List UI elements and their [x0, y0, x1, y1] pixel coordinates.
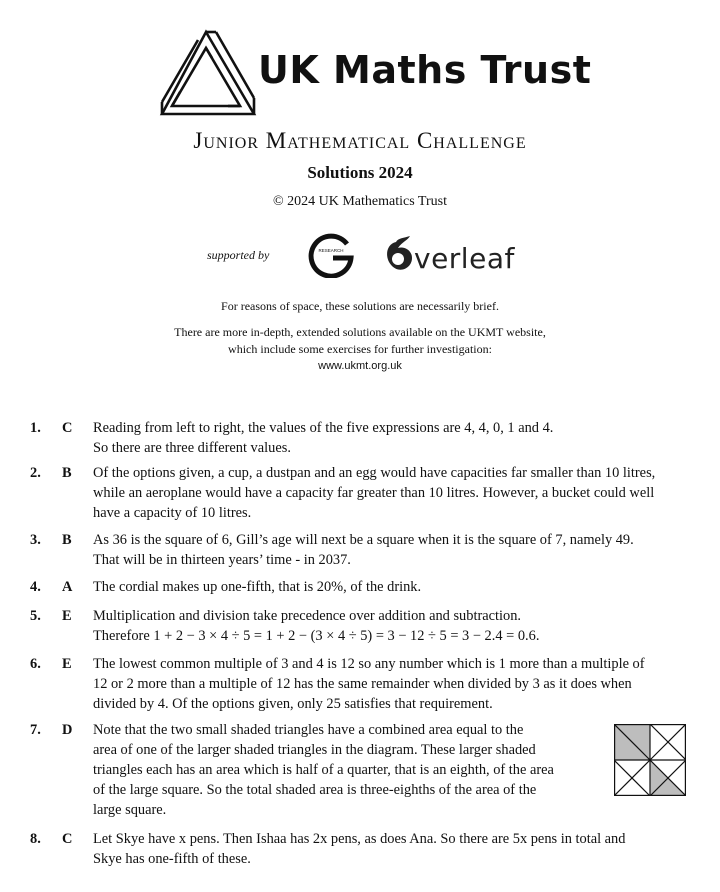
question-number: 6.	[30, 656, 41, 672]
question-number: 5.	[30, 608, 41, 624]
solution-line: Reading from left to right, the values of the five expressions are 4, 4, 0, 1 and 4.	[93, 420, 554, 436]
solution-text	[93, 463, 689, 523]
question-number: 2.	[30, 465, 41, 481]
solution-line: 12 or 2 more than a multiple of 12 has the same remainder when divided by 3 as it does when	[93, 676, 632, 692]
solution-line: divided by 4. Of the options given, only 25 satisfies that requirement.	[93, 696, 493, 712]
overleaf-logo-icon	[380, 232, 520, 278]
solution-text	[93, 577, 689, 597]
solution-line: large square.	[93, 802, 167, 818]
answer-letter: E	[62, 656, 72, 672]
question-number: 7.	[30, 722, 41, 738]
document-subtitle: Solutions 2024	[307, 163, 413, 182]
solution-line: As 36 is the square of 6, Gill’s age will next be a square when it is the square of 7, namely 49.	[93, 532, 634, 548]
question-number: 4.	[30, 579, 41, 595]
solution-line: The cordial makes up one-fifth, that is 20%, of the drink.	[93, 579, 422, 595]
shaded-square-diagram	[614, 724, 686, 796]
document-title: Junior Mathematical Challenge	[193, 128, 527, 153]
svg-text:verleaf: verleaf	[414, 242, 515, 275]
solution-line: Skye has one-fifth of these.	[93, 851, 251, 867]
supported-by-label: supported by	[207, 248, 270, 262]
solution-line: Let Skye have x pens. Then Ishaa has 2x pens, as does Ana. So there are 5x pens in total and	[93, 831, 626, 847]
solution-line: Of the options given, a cup, a dustpan and an egg would have capacities far smaller than 10 litres,	[93, 465, 656, 481]
copyright-line: © 2024 UK Mathematics Trust	[273, 194, 447, 209]
answer-letter: C	[62, 420, 73, 436]
logo-text: UK Maths Trust	[258, 48, 592, 92]
ukmt-url: www.ukmt.org.uk	[318, 360, 402, 372]
penrose-triangle-icon	[158, 26, 258, 126]
solution-text	[93, 606, 689, 646]
solution-line: while an aeroplane would have a capacity far greater than 10 litres. However, a bucket could well	[93, 485, 655, 501]
answer-letter: D	[62, 722, 73, 738]
answer-letter: A	[62, 579, 73, 595]
solution-text	[93, 720, 689, 820]
solution-line: of the large square. So the total shaded area is three-eighths of the area of the	[93, 782, 537, 798]
answer-letter: B	[62, 465, 72, 481]
g-research-label: RESEARCH	[318, 248, 344, 253]
solution-line: Note that the two small shaded triangles have a combined area equal to the	[93, 722, 524, 738]
question-number: 8.	[30, 831, 41, 847]
note-line-1: For reasons of space, these solutions are necessarily brief.	[221, 299, 499, 313]
answer-letter: C	[62, 831, 73, 847]
solution-line: Multiplication and division take precedence over addition and subtraction.	[93, 608, 521, 624]
answer-letter: E	[62, 608, 72, 624]
solution-line: area of one of the larger shaded triangles in the diagram. These larger shaded	[93, 742, 536, 758]
solution-line: That will be in thirteen years’ time - in 2037.	[93, 552, 351, 568]
solution-text	[93, 654, 689, 714]
note-line-3: which include some exercises for further investigation:	[228, 342, 492, 356]
question-number: 3.	[30, 532, 41, 548]
note-line-2: There are more in-depth, extended solutions available on the UKMT website,	[174, 325, 546, 339]
solution-text	[93, 530, 689, 570]
answer-letter: B	[62, 532, 72, 548]
solution-line: have a capacity of 10 litres.	[93, 505, 252, 521]
solution-line: The lowest common multiple of 3 and 4 is 12 so any number which is 1 more than a multiple of	[93, 656, 645, 672]
solution-line: triangles each has an area which is half of a quarter, that is an eighth, of the area	[93, 762, 554, 778]
question-number: 1.	[30, 420, 41, 436]
solution-text	[93, 829, 689, 869]
solution-line: So there are three different values.	[93, 440, 291, 456]
ukmt-logo	[158, 26, 592, 126]
solution-line: Therefore 1 + 2 − 3 × 4 ÷ 5 = 1 + 2 − (3 × 4 ÷ 5) = 3 − 12 ÷ 5 = 3 − 2.4 = 0.6.	[93, 628, 540, 644]
g-research-logo-icon	[307, 230, 355, 278]
solution-text	[93, 418, 689, 458]
